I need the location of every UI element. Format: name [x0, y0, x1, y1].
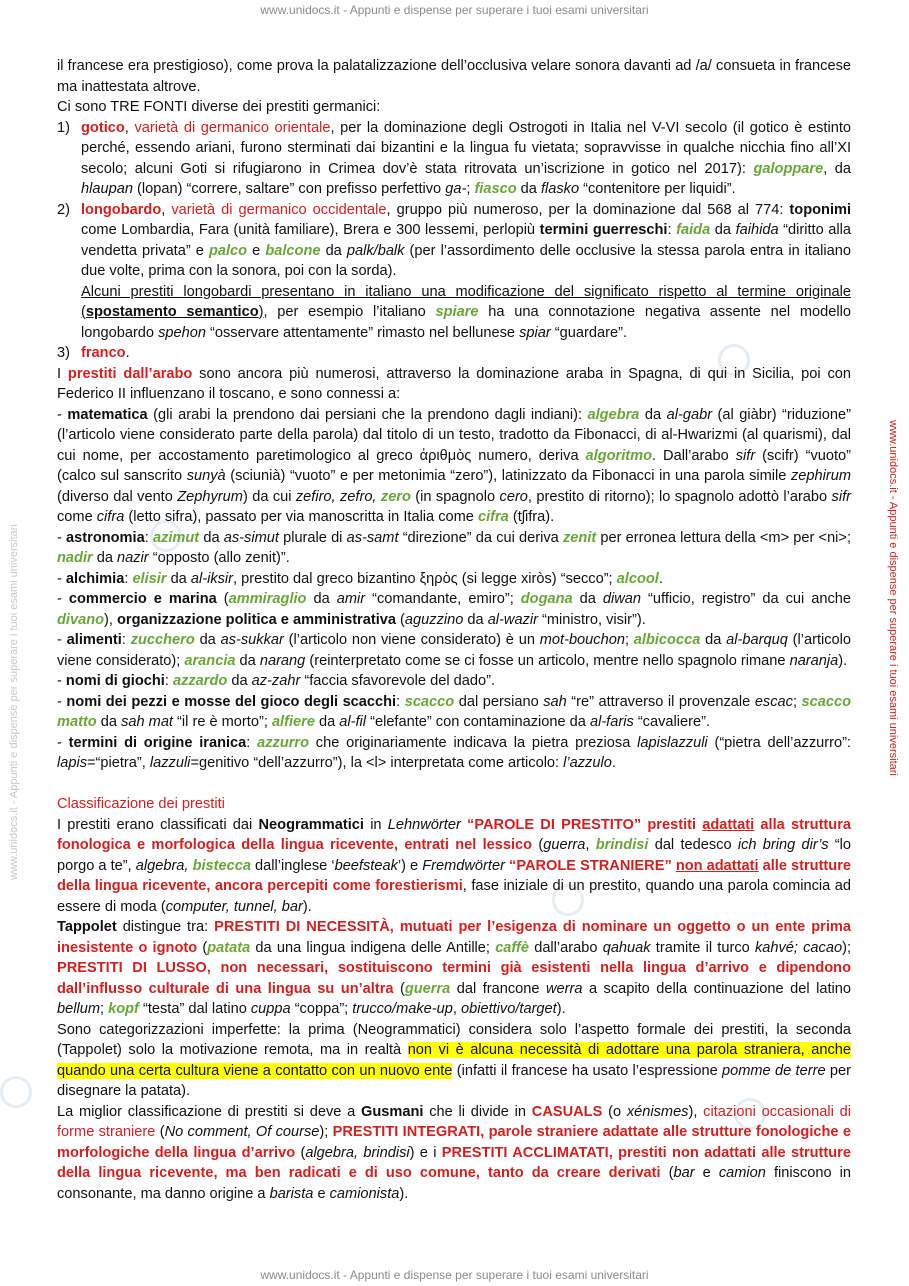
side-watermark-left: www.unidocs.it - Appunti e dispense per superare i tuoi esami universitari — [8, 524, 20, 880]
paragraph-iranica: - termini di origine iranica: azzurro che originariamente indicava la pietra preziosa lapislazzuli (“pietra dell’azzurro”: lapis=“pietra”, lazzuli=genitivo “dell’azzurro”), la <l> interpretata come articolo: l’azzulo. — [57, 734, 851, 771]
paragraph-neogrammatici: I prestiti erano classificati dai Neogrammatici in Lehnwörter “PAROLE DI PRESTITO” prestiti adattati alla struttura fonologica e morfologica della lingua ricevente, entrati nel lessico (guerra, brindisi dal tedesco ich bring dir’s “lo porgo a te”, algebra, bistecca dall’inglese ‘beefsteak’) e Fremdwörter “PAROLE STRANIERE” non adattati alle strutture della lingua ricevente, ancora percepiti come forestierismi, fase iniziale di un prestito, quando una parola comincia ad essere di moda (computer, tunnel, bar). — [57, 816, 852, 915]
paragraph-scacchi: - nomi dei pezzi e mosse del gioco degli scacchi: scacco dal persiano sah “re” attraverso il provenzale escac; scacco matto da sah mat “il re è morto”; alfiere da al-fil “elefante” con contaminazione da al-faris “cavaliere”. — [57, 693, 852, 730]
list-item-franco — [57, 343, 851, 364]
list-item-longobardo — [57, 200, 851, 344]
paragraph-tappolet: Tappolet distingue tra: PRESTITI DI NECESSITÀ, mutuati per l’esigenza di nominare un oggetto o un ente prima inesistente o ignoto (patata da una lingua indigena delle Antille; caffè dall’arabo qahuak tramite il turco kahvé; cacao); PRESTITI DI LUSSO, non necessari, sostituiscono termini già esistenti nella lingua d’arrivo e dipendono dall’influsso culturale di una lingua su un’altra (guerra dal francone werra a scapito della continuazione del latino bellum; kopf “testa” dal latino cuppa “coppa”; trucco/make-up, obiettivo/target). — [57, 919, 852, 1017]
logo-watermark-icon — [0, 1076, 32, 1108]
page-header-watermark: www.unidocs.it - Appunti e dispense per superare i tuoi esami universitari — [260, 3, 649, 17]
side-watermark-right: www.unidocs.it - Appunti e dispense per superare i tuoi esami universitari — [887, 420, 899, 776]
paragraph-matematica: - matematica (gli arabi la prendono dai persiani che la prendono dagli indiani): algebra da al-gabr (al giàbr) “riduzione” (l’articolo viene considerato parte della parola) dal titolo di un testo, tradotto da Fibonacci, di al-Hwarizmi (al quarismi), dal cui nome, per accostamento paretimologico al greco ἀριθμὸς numero, deriva algoritmo. Dall’arabo sifr (scifr) “vuoto” (calco sul sanscrito sunyà (sciunià) “vuoto” e per metonimia “zero”), latinizzato da Fibonacci in una parola simile zephirum (diverso dal vento Zephyrum) da cui zefiro, zefro, zero (in spagnolo cero, prestito di ritorno); lo spagnolo adottò l’arabo sifr come cifra (letto sifra), passato per via manoscritta in Italia come cifra (tʃifra). — [57, 406, 852, 525]
document-body — [57, 56, 851, 1204]
paragraph-giochi: - nomi di giochi: azzardo da az-zahr “faccia sfavorevole del dado”. — [57, 673, 495, 689]
paragraph-categorizzazioni: Sono categorizzazioni imperfette: la prima (Neogrammatici) considera solo l’aspetto formale dei prestiti, la seconda (Tappolet) solo la motivazione remota, ma in realtà non vi è alcuna necessità di adottare una parola straniera, anche quando una certa cultura viene a contatto con un nuovo ente (infatti il francese ha usato l’espressione pomme de terre per disegnare la patata). — [57, 1021, 851, 1099]
list-text: gotico, varietà di germanico orientale, per la dominazione degli Ostrogoti in Italia nel V-VI secolo (il gotico è estinto perché, essendo ariani, furono sterminati dai bizantini e la lingua fu vietata; sopravvisse in qualche nicchia fino all’XI secolo; alcuni Goti si rifugiarono in Crimea dov’è stata ritrovata un’iscrizione in gotico nel 2017): galoppare, da hlaupan (lopan) “correre, saltare” con prefisso perfettivo ga-; fiasco da flasko “contenitore per liquidi”. — [81, 119, 852, 197]
list-item-gotico — [57, 118, 851, 200]
paragraph-gusmani: La miglior classificazione di prestiti si deve a Gusmani che li divide in CASUALS (o xénismes), citazioni occasionali di forme straniere (No comment, Of course); PRESTITI INTEGRATI, parole straniere adattate alle strutture fonologiche e morfologiche della lingua d’arrivo (algebra, brindisi) e i PRESTITI ACCLIMATATI, prestiti non adattati alle strutture della lingua ricevente, ma ben radicati e di uso comune, tanto da creare derivati (bar e camion finiscono in consonante, ma danno origine a barista e camionista). — [57, 1103, 851, 1202]
list-number: 2) — [57, 201, 70, 218]
paragraph-arabo: I prestiti dall’arabo sono ancora più numerosi, attraverso la dominazione araba in Spagna, di qui in Sicilia, poi con Federico II influenzano il toscano, e sono connessi a: — [57, 365, 851, 402]
paragraph-commercio: - commercio e marina (ammiraglio da amir “comandante, emiro”; dogana da diwan “ufficio, registro” da cui anche divano), organizzazione politica e amministrativa (aguzzino da al-wazir “ministro, visir”). — [57, 591, 852, 628]
paragraph-astronomia: - astronomia: azimut da as-simut plurale di as-samt “direzione” da cui deriva zenit per erronea lettura della <m> per <ni>; nadir da nazir “opposto (allo zenit)”. — [57, 529, 852, 566]
paragraph-intro: il francese era prestigioso), come prova la palatalizzazione dell’occlusiva velare sonora davanti ad /a/ consueta in francese ma inattestata altrove. — [57, 58, 851, 95]
list-text: longobardo, varietà di germanico occidentale, gruppo più numeroso, per la dominazione dal 568 al 774: toponimi come Lombardia, Fara (unità familiare), Brera e 300 lessemi, perlopiù termini guerreschi: faida da faihida “diritto alla vendetta privata” e palco e balcone da palk/balk (per l’assordimento delle occlusive la stessa parola entra in italiano due volte, prima con la sonora, poi con la sorda). Alcuni prestiti longobardi presentano in italiano una modificazione del significato rispetto al termine originale (spostamento semantico), per esempio l’italiano spiare ha una connotazione negativa assente nel modello longobardo spehon “osservare attentamente” rimasto nel bellunese spiar “guardare”. — [81, 201, 852, 341]
paragraph-alchimia: - alchimia: elisir da al-iksir, prestito dal greco bizantino ξηρὸς (si legge xiròs) “secco”; alcool. — [57, 570, 663, 587]
list-number: 1) — [57, 119, 70, 136]
paragraph-fonti: Ci sono TRE FONTI diverse dei prestiti germanici: — [57, 99, 381, 115]
highlighted-text: non vi è alcuna necessità di adottare una parola straniera, anche quando una certa cultura viene a contatto con un nuovo ente — [57, 1042, 851, 1079]
section-title-classificazione: Classificazione dei prestiti — [57, 796, 225, 812]
page-footer-watermark: www.unidocs.it - Appunti e dispense per superare i tuoi esami universitari — [260, 1268, 649, 1282]
list-number: 3) — [57, 345, 70, 361]
list-text: franco. — [81, 345, 130, 361]
paragraph-alimenti: - alimenti: zucchero da as-sukkar (l’articolo non viene considerato) è un mot-bouchon; albicocca da al-barquq (l’articolo viene considerato); arancia da narang (reinterpretato come se ci fosse un articolo, mentre nello spagnolo rimane naranja). — [57, 632, 852, 669]
